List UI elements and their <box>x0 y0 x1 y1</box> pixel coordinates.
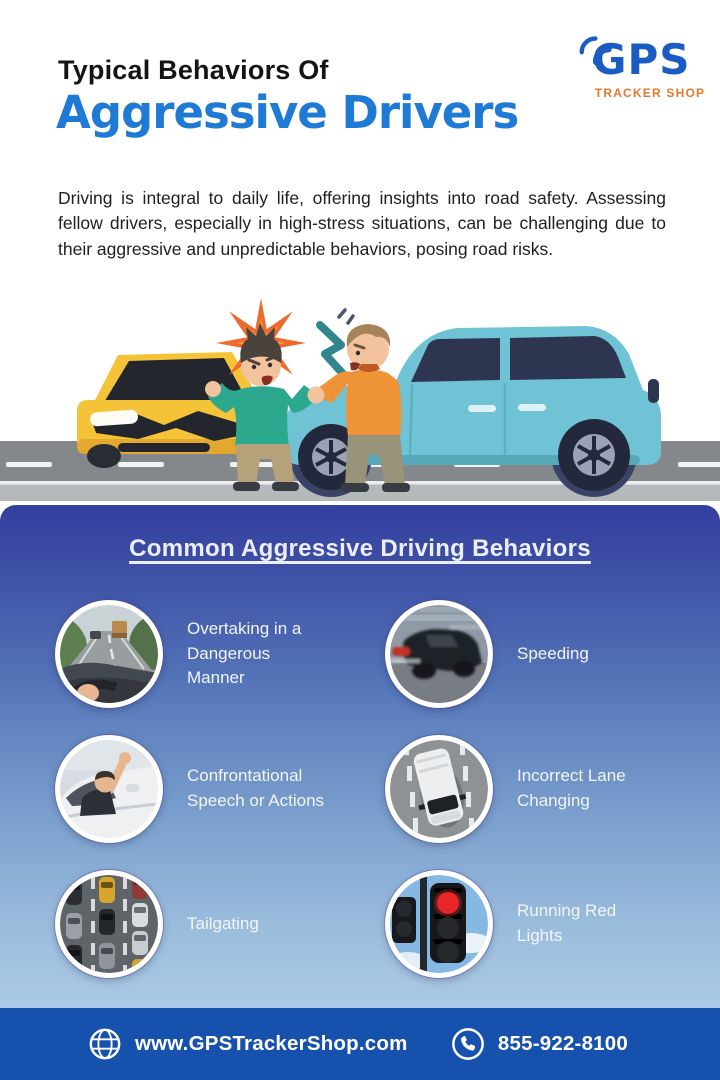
phone-link[interactable] <box>451 1027 628 1061</box>
phone-icon <box>451 1027 485 1061</box>
logo-tagline: TRACKER SHOP <box>594 86 706 100</box>
behaviors-heading: Common Aggressive Driving Behaviors <box>129 535 591 562</box>
footer <box>0 1008 720 1080</box>
behavior-item-overtaking <box>55 600 385 708</box>
page-title-line1: Typical Behaviors Of <box>58 55 329 85</box>
globe-icon <box>88 1027 122 1061</box>
behavior-label: Incorrect Lane Changing <box>517 766 626 810</box>
behavior-item-tailgating <box>55 870 385 978</box>
behavior-label: Confrontational Speech or Actions <box>187 766 325 810</box>
speeding-car-photo <box>385 600 493 708</box>
logo-wordmark: GPS <box>592 35 691 84</box>
gps-tracker-shop-logo <box>576 33 710 105</box>
website-link[interactable] <box>88 1027 408 1061</box>
intro-paragraph: Driving is integral to daily life, offering insights into road safety. Assessing fellow drivers, especially in high-stress situations, can be challenging due to their aggressive and unpredictable behaviors, posing road risks. <box>58 187 666 260</box>
behavior-item-lane-changing <box>385 735 685 843</box>
behavior-item-red-lights <box>385 870 685 978</box>
traffic-jam-photo <box>55 870 163 978</box>
behaviors-panel <box>0 505 720 1008</box>
phone-text: 855-922-8100 <box>497 1032 628 1055</box>
behaviors-grid <box>55 600 685 978</box>
behavior-label: Running Red Lights <box>517 901 617 945</box>
car-accident-argument-illustration <box>0 253 720 503</box>
behavior-label: Overtaking in a Dangerous Manner <box>187 619 302 688</box>
behavior-item-confrontational <box>55 735 385 843</box>
header <box>0 0 720 260</box>
lane-change-van-photo <box>385 735 493 843</box>
behavior-label: Speeding <box>517 643 589 663</box>
page-title-line2: Aggressive Drivers <box>56 86 519 139</box>
overtaking-dashcam-photo <box>55 600 163 708</box>
behavior-label: Tailgating <box>187 913 259 933</box>
confrontational-driver-photo <box>55 735 163 843</box>
behavior-item-speeding <box>385 600 685 708</box>
website-text: www.GPSTrackerShop.com <box>135 1032 408 1055</box>
red-traffic-light-photo <box>385 870 493 978</box>
